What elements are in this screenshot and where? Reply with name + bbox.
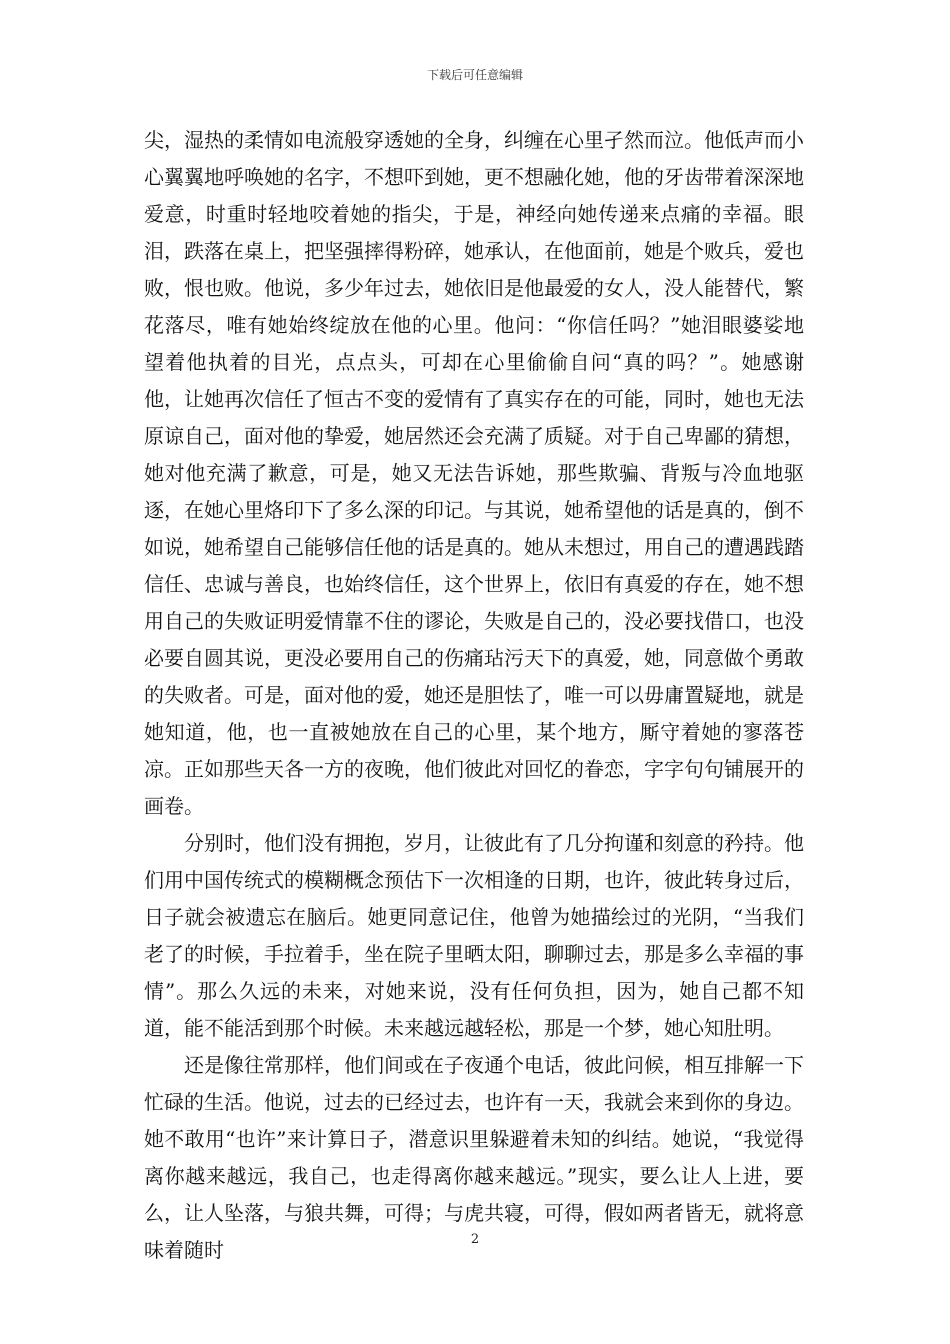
page-number: 2 [470, 1232, 480, 1247]
paragraph-farewell: 分别时，他们没有拥抱，岁月，让彼此有了几分拘谨和刻意的矜持。他们用中国传统式的模糊概念预估下一次相逢的日期，也许，彼此转身过后，日子就会被遗忘在脑后。她更同意记住，他曾为她描绘过的光阴，“当我们老了的时候，手拉着手，坐在院子里晒太阳，聊聊过去，那是多么幸福的事情”。那么久远的未来，对她来说，没有任何负担，因为，她自己都不知道，能不能活到那个时候。未来越远越轻松，那是一个梦，她心知肚明。 [144, 831, 804, 1040]
paragraph-phone-calls: 还是像往常那样，他们间或在子夜通个电话，彼此问候，相互排解一下忙碌的生活。他说，过去的已经过去，也许有一天，我就会来到你的身边。她不敢用“也许”来计算日子，潜意识里躲避着未知的纠结。她说，“我觉得离你越来越远，我自己，也走得离你越来越远。”现实，要么让人上进，要么，让人坠落，与狼共舞，可得；与虎共寝，可得，假如两者皆无，就将意味着随时 [144, 1053, 804, 1262]
paragraph-continued: 尖，湿热的柔情如电流般穿透她的全身，纠缠在心里孑然而泣。他低声而小心翼翼地呼唤她的名字，不想吓到她，更不想融化她，他的牙齿带着深深地爱意，时重时轻地咬着她的指尖，于是，神经向她传递来点痛的幸福。眼泪，跌落在桌上，把坚强摔得粉碎，她承认，在他面前，她是个败兵，爱也败，恨也败。他说，多少年过去，她依旧是他最爱的女人，没人能替代，繁花落尽，唯有她始终绽放在他的心里。他问：“你信任吗？”她泪眼婆娑地望着他执着的目光，点点头，可却在心里偷偷自问“真的吗？”。她感谢他，让她再次信任了恒古不变的爱情有了真实存在的可能，同时，她也无法原谅自己，面对他的挚爱，她居然还会充满了质疑。对于自己卑鄙的猜想，她对他充满了歉意，可是，她又无法告诉她，那些欺骗、背叛与冷血地驱逐，在她心里烙印下了多么深的印记。与其说，她希望他的话是真的，倒不如说，她希望自己能够信任他的话是真的。她从未想过，用自己的遭遇践踏信任、忠诚与善良，也始终信任，这个世界上，依旧有真爱的存在，她不想用自己的失败证明爱情靠不住的谬论，失败是自己的，没必要找借口，也没必要自圆其说，更没必要用自己的伤痛玷污天下的真爱，她，同意做个勇敢的失败者。可是，面对他的爱，她还是胆怯了，唯一可以毋庸置疑地，就是她知道，他，也一直被她放在自己的心里，某个地方，厮守着她的寥落苍凉。正如那些天各一方的夜晚，他们彼此对回忆的眷恋，字字句句铺展开的画卷。 [144, 128, 804, 818]
document-body [144, 122, 804, 1269]
page-header: 下载后可任意编辑 [426, 68, 523, 82]
